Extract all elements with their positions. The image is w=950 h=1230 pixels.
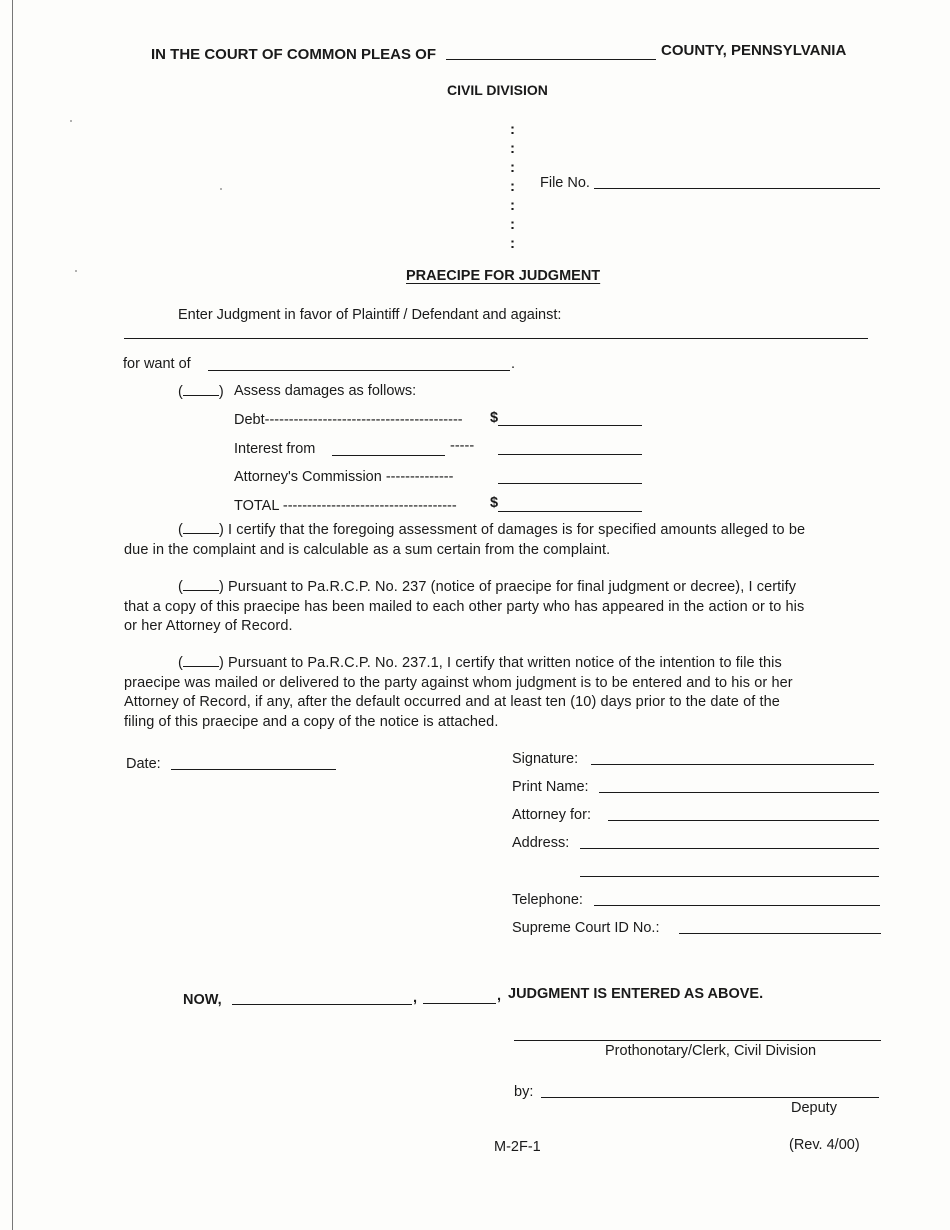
supreme-court-id-label: Supreme Court ID No.:: [512, 920, 660, 936]
file-no-label: File No.: [540, 175, 590, 191]
telephone-label: Telephone:: [512, 892, 583, 908]
cert1-checkbox[interactable]: [178, 522, 224, 538]
checkbox-blank: [183, 521, 219, 534]
total-label: TOTAL ------------------------------------: [234, 498, 457, 514]
checkbox-blank: [183, 654, 219, 667]
checkbox-close-paren: ): [218, 522, 224, 538]
by-label: by:: [514, 1084, 534, 1100]
checkbox-close-paren: ): [218, 655, 224, 671]
checkbox-close-paren: ): [218, 384, 224, 400]
total-amount-field[interactable]: [498, 511, 642, 512]
cert2-line2: that a copy of this praecipe has been mailed to each other party who has appeared in the action or to his: [124, 598, 805, 615]
date-field[interactable]: [171, 769, 336, 770]
interest-amount-field[interactable]: [498, 454, 642, 455]
certification-3: [124, 654, 793, 732]
page-edge-line: [12, 0, 13, 1230]
cert3-line1: Pursuant to Pa.R.C.P. No. 237.1, I certify that written notice of the intention to file this: [228, 655, 782, 671]
total-dollar-sign: $: [490, 495, 499, 511]
cert1-line2: due in the complaint and is calculable as a sum certain from the complaint.: [124, 541, 611, 558]
cert2-line3: or her Attorney of Record.: [124, 618, 293, 634]
cert2-line1: Pursuant to Pa.R.C.P. No. 237 (notice of praecipe for final judgment or decree), I certify: [228, 579, 797, 595]
interest-from-field[interactable]: [332, 455, 445, 456]
checkbox-open-paren: (: [178, 579, 183, 595]
caption-colon-column: : : : : : : :: [510, 121, 515, 252]
intro-text: Enter Judgment in favor of Plaintiff / Defendant and against:: [178, 307, 562, 323]
form-number: M-2F-1: [494, 1139, 541, 1155]
print-name-label: Print Name:: [512, 779, 589, 795]
cert3-line4: filing of this praecipe and a copy of the notice is attached.: [124, 713, 499, 730]
debt-amount-field[interactable]: [498, 425, 642, 426]
interest-dashes: -----: [450, 438, 475, 454]
for-want-of-label: for want of: [123, 356, 191, 372]
deputy-label: Deputy: [791, 1100, 837, 1116]
certification-2: [124, 578, 804, 637]
entry-date-field[interactable]: [232, 1004, 412, 1005]
cert3-line2: praecipe was mailed or delivered to the party against whom judgment is to be entered and to his or her: [124, 674, 793, 691]
damages-heading: Assess damages as follows:: [234, 383, 417, 399]
county-field[interactable]: [446, 59, 656, 60]
signature-field[interactable]: [591, 764, 874, 765]
document-title: PRAECIPE FOR JUDGMENT: [406, 268, 601, 284]
for-want-of-field[interactable]: [208, 370, 510, 371]
debt-dollar-sign: $: [490, 410, 499, 426]
commission-label: Attorney's Commission --------------: [234, 469, 454, 485]
scan-speck: [220, 188, 222, 190]
prothonotary-label: Prothonotary/Clerk, Civil Division: [605, 1043, 817, 1059]
cert2-checkbox[interactable]: [178, 579, 224, 595]
entry-comma-1: ,: [413, 990, 418, 1006]
checkbox-open-paren: (: [178, 522, 183, 538]
signature-label: Signature:: [512, 751, 579, 767]
court-prefix: IN THE COURT OF COMMON PLEAS OF: [151, 46, 436, 63]
address-field-line1[interactable]: [580, 848, 879, 849]
cert1-line1: I certify that the foregoing assessment of damages is for specified amounts alleged to be: [228, 522, 806, 538]
address-label: Address:: [512, 835, 570, 851]
checkbox-blank: [183, 383, 219, 396]
attorney-for-field[interactable]: [608, 820, 879, 821]
commission-amount-field[interactable]: [498, 483, 642, 484]
debt-label: Debt-----------------------------------------: [234, 412, 463, 428]
checkbox-close-paren: ): [218, 579, 224, 595]
revision-date: (Rev. 4/00): [789, 1137, 860, 1153]
supreme-court-id-field[interactable]: [679, 933, 881, 934]
damages-checkbox[interactable]: [178, 383, 224, 400]
file-no-field[interactable]: [594, 188, 880, 189]
attorney-for-label: Attorney for:: [512, 807, 591, 823]
cert3-checkbox[interactable]: [178, 655, 224, 671]
entry-year-field[interactable]: [423, 1003, 496, 1004]
checkbox-open-paren: (: [178, 655, 183, 671]
interest-label: Interest from: [234, 441, 316, 457]
print-name-field[interactable]: [599, 792, 879, 793]
deputy-signature-field[interactable]: [541, 1097, 879, 1098]
prothonotary-signature-field[interactable]: [514, 1040, 881, 1041]
court-suffix: COUNTY, PENNSYLVANIA: [661, 42, 847, 59]
date-label: Date:: [126, 756, 161, 772]
checkbox-open-paren: (: [178, 384, 183, 400]
for-want-of-period: .: [511, 356, 516, 372]
cert3-line3: Attorney of Record, if any, after the default occurred and at least ten (10) days prior to the date of the: [124, 694, 780, 710]
division-heading: CIVIL DIVISION: [447, 82, 548, 98]
judgment-entered-text: JUDGMENT IS ENTERED AS ABOVE.: [508, 986, 764, 1002]
certification-1: [124, 521, 805, 560]
telephone-field[interactable]: [594, 905, 880, 906]
entry-comma-2: ,: [497, 988, 502, 1004]
address-field-line2[interactable]: [580, 876, 879, 877]
defendant-name-field[interactable]: [124, 338, 868, 339]
scan-speck: [75, 270, 77, 272]
scan-speck: [70, 120, 72, 122]
checkbox-blank: [183, 578, 219, 591]
now-label: NOW,: [183, 992, 222, 1008]
